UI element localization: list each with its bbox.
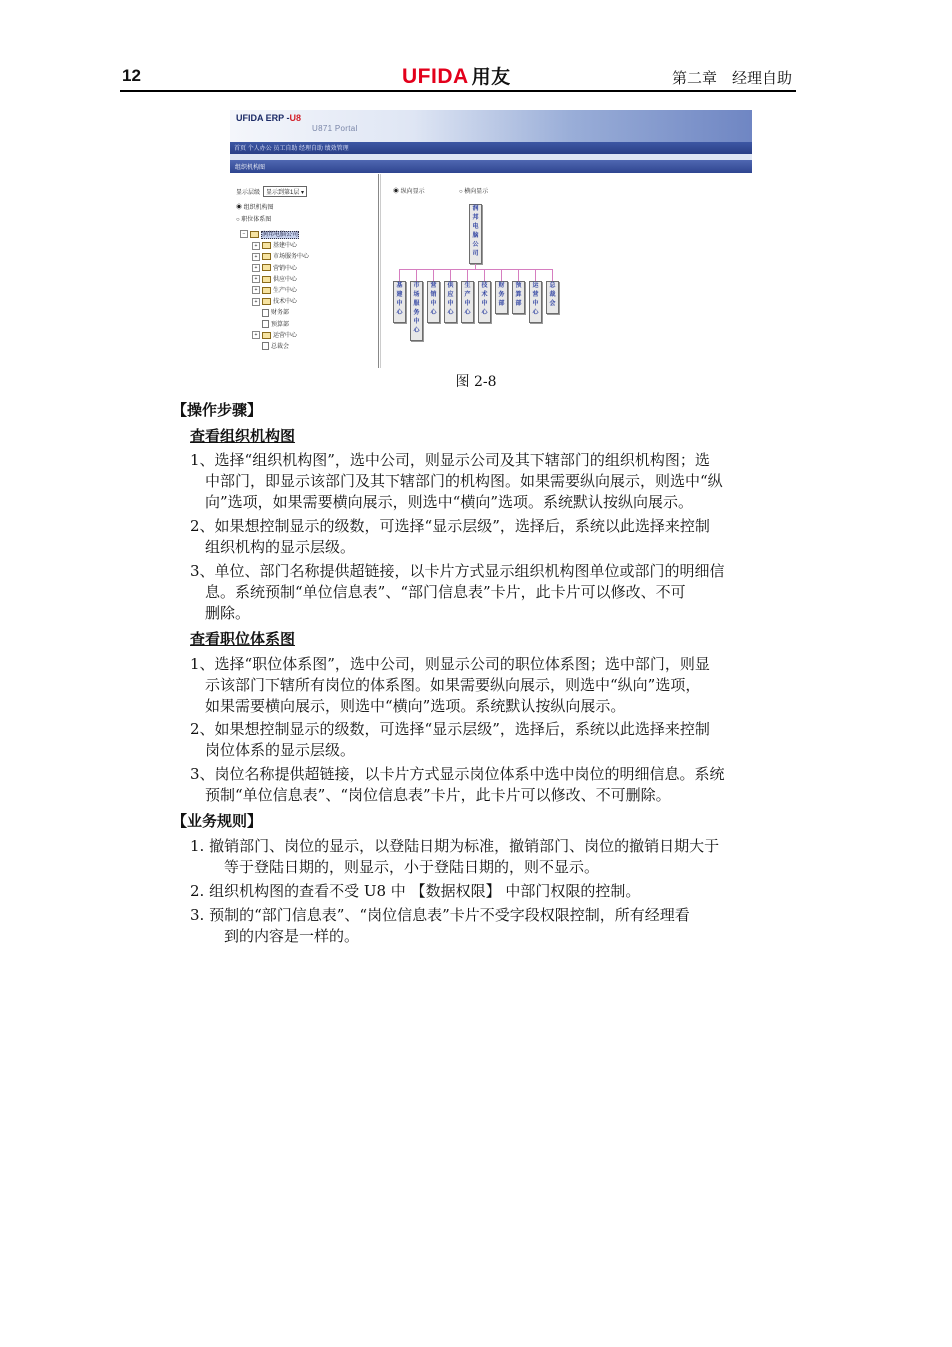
folder-icon xyxy=(262,253,271,260)
tree-item[interactable] xyxy=(240,252,309,263)
org-connector xyxy=(399,269,400,281)
paragraph-line: 息。系统预制“单位信息表”、“部门信息表”卡片，此卡片可以修改、不可 xyxy=(205,583,686,601)
folder-icon xyxy=(262,287,271,294)
org-child-node[interactable]: 基 建 中 心 xyxy=(393,281,406,323)
org-connector xyxy=(535,269,536,281)
portal-menu[interactable]: 首页 个人办公 员工自助 经理自助 绩效管理 xyxy=(230,142,752,154)
org-connector xyxy=(450,269,451,281)
logo-text: UFIDA xyxy=(402,65,469,88)
tree-item[interactable] xyxy=(240,241,309,252)
tree-item-label: 运营中心 xyxy=(273,332,298,339)
org-child-node[interactable]: 技 术 中 心 xyxy=(478,281,491,323)
org-child-node[interactable]: 总 裁 会 xyxy=(546,281,559,314)
org-connector xyxy=(416,269,417,281)
paragraph-line: 岗位体系的显示层级。 xyxy=(205,741,356,759)
paragraph-line: 示该部门下辖所有岗位的体系图。如果需要纵向展示，则选中“纵向”选项， xyxy=(205,676,701,694)
rule-line: 1. 撤销部门、岗位的显示，以登陆日期为标准，撤销部门、岗位的撤销日期大于 xyxy=(190,837,720,855)
org-connector xyxy=(467,269,468,281)
figure-caption: 图 2-8 xyxy=(455,374,497,390)
document-icon xyxy=(262,309,269,317)
page-header xyxy=(120,64,796,92)
tree-item-label: 预算部 xyxy=(271,321,290,328)
level-row xyxy=(236,186,307,197)
left-pane xyxy=(230,174,379,368)
page-number: 12 xyxy=(122,66,141,85)
paragraph-line: 2、如果想控制显示的级数，可选择“显示层级”，选择后，系统以此选择来控制 xyxy=(190,517,710,535)
tree-item[interactable] xyxy=(240,342,309,353)
tree-item-label: 总裁会 xyxy=(271,343,290,350)
expand-icon[interactable]: + xyxy=(252,264,260,272)
org-child-node[interactable]: 预 算 部 xyxy=(512,281,525,314)
org-chart-pane xyxy=(380,174,752,368)
tree-item[interactable] xyxy=(240,297,309,308)
level-label: 显示层级 xyxy=(236,190,261,196)
folder-icon xyxy=(250,231,259,238)
radio-post-chart[interactable]: ○ 职位体系图 xyxy=(236,217,272,223)
paragraph-line: 向”选项，如果需要横向展示，则选中“横向”选项。系统默认按纵向展示。 xyxy=(205,493,694,511)
tree-item-label: 技术中心 xyxy=(273,299,298,306)
paragraph-line: 组织机构的显示层级。 xyxy=(205,538,356,556)
tree-item[interactable] xyxy=(240,308,309,319)
tree-item-label: 基建中心 xyxy=(273,243,298,250)
org-tree xyxy=(240,230,309,353)
org-child-node[interactable]: 财 务 部 xyxy=(495,281,508,314)
product-name: UFIDA ERP -U8 xyxy=(236,113,302,123)
expand-icon[interactable]: + xyxy=(252,253,260,261)
tree-item-label: 供应中心 xyxy=(273,276,298,283)
folder-icon xyxy=(262,332,271,339)
rule-line: 3. 预制的“部门信息表”、“岗位信息表”卡片不受字段权限控制，所有经理看 xyxy=(190,906,690,924)
paragraph-line: 3、岗位名称提供超链接，以卡片方式显示岗位体系中选中岗位的明细信息。系统 xyxy=(190,765,725,783)
steps-heading: 【操作步骤】 xyxy=(172,401,263,419)
radio-org-chart[interactable]: ◉ 组织机构图 xyxy=(236,205,274,211)
paragraph-line: 中部门，即显示该部门及其下辖部门的机构图。如果需要纵向展示，则选中“纵 xyxy=(205,472,723,490)
section-bar xyxy=(230,160,752,173)
tree-item-label: 润邦电脑公司 xyxy=(262,232,299,238)
tree-item-label: 生产中心 xyxy=(273,287,298,294)
paragraph-line: 3、单位、部门名称提供超链接，以卡片方式显示组织机构图单位或部门的明细信 xyxy=(190,562,725,580)
chapter-title: 第二章 经理自助 xyxy=(671,69,792,87)
org-connector xyxy=(433,269,434,281)
radio-horizontal[interactable]: ○ 横向显示 xyxy=(459,189,489,195)
expand-icon[interactable]: + xyxy=(252,275,260,283)
rule-line: 到的内容是一样的。 xyxy=(224,927,360,945)
folder-icon xyxy=(262,298,271,305)
org-connector xyxy=(552,269,553,281)
rule-line: 2. 组织机构图的查看不受 U8 中 【数据权限】 中部门权限的控制。 xyxy=(190,882,641,900)
tree-item[interactable] xyxy=(240,331,309,342)
folder-icon xyxy=(262,242,271,249)
section-title: 组织机构图 xyxy=(235,165,266,171)
org-child-node[interactable]: 供 应 中 心 xyxy=(444,281,457,323)
rules-heading: 【业务规则】 xyxy=(172,812,263,830)
org-connector xyxy=(518,269,519,281)
tree-item[interactable] xyxy=(240,275,309,286)
tree-item[interactable] xyxy=(240,230,309,241)
tree-item-label: 市场服务中心 xyxy=(273,254,310,261)
radio-vertical[interactable]: ◉ 纵向显示 xyxy=(393,189,425,195)
tree-item[interactable] xyxy=(240,286,309,297)
expand-icon[interactable]: + xyxy=(252,242,260,250)
paragraph-line: 如果需要横向展示，则选中“横向”选项。系统默认按纵向展示。 xyxy=(205,697,626,715)
portal-banner xyxy=(230,110,752,142)
tree-item[interactable] xyxy=(240,264,309,275)
expand-icon[interactable]: + xyxy=(252,286,260,294)
level-select[interactable]: 显示到第1层 ▾ xyxy=(263,186,307,197)
paragraph-line: 2、如果想控制显示的级数，可选择“显示层级”，选择后，系统以此选择来控制 xyxy=(190,720,710,738)
figure-screenshot xyxy=(230,110,752,368)
org-child-node[interactable]: 生 产 中 心 xyxy=(461,281,474,323)
tree-item-label: 财务部 xyxy=(271,310,290,317)
org-connector xyxy=(484,269,485,281)
paragraph-line: 1、选择“组织机构图”，选中公司，则显示公司及其下辖部门的组织机构图；选 xyxy=(190,451,710,469)
org-connector xyxy=(399,269,553,270)
document-icon xyxy=(262,320,269,328)
rule-line: 等于登陆日期的，则显示，小于登陆日期的，则不显示。 xyxy=(224,858,600,876)
org-root-node[interactable]: 润 邦 电 脑 公 司 xyxy=(469,204,482,264)
logo-cn-text: 用友 xyxy=(471,67,511,88)
expand-icon[interactable]: + xyxy=(252,298,260,306)
paragraph-line: 预制“单位信息表”、“岗位信息表”卡片，此卡片可以修改、不可删除。 xyxy=(205,786,671,804)
folder-icon xyxy=(262,264,271,271)
folder-icon xyxy=(262,276,271,283)
org-child-node[interactable]: 运 营 中 心 xyxy=(529,281,542,323)
document-icon xyxy=(262,342,269,350)
collapse-icon[interactable]: − xyxy=(240,230,248,238)
subheading-post-chart: 查看职位体系图 xyxy=(190,630,296,648)
org-connector xyxy=(501,269,502,281)
paragraph-line: 删除。 xyxy=(205,604,251,622)
subheading-org-chart: 查看组织机构图 xyxy=(190,427,296,445)
tree-item[interactable] xyxy=(240,320,309,331)
ufida-logo xyxy=(402,62,511,89)
expand-icon[interactable]: + xyxy=(252,331,260,339)
paragraph-line: 1、选择“职位体系图”，选中公司，则显示公司的职位体系图；选中部门，则显 xyxy=(190,655,710,673)
portal-name: U871 Portal xyxy=(312,124,358,133)
tree-item-label: 营销中心 xyxy=(273,265,298,272)
org-child-node[interactable]: 营 销 中 心 xyxy=(427,281,440,323)
org-child-node[interactable]: 市 场 服 务 中 心 xyxy=(410,281,423,341)
